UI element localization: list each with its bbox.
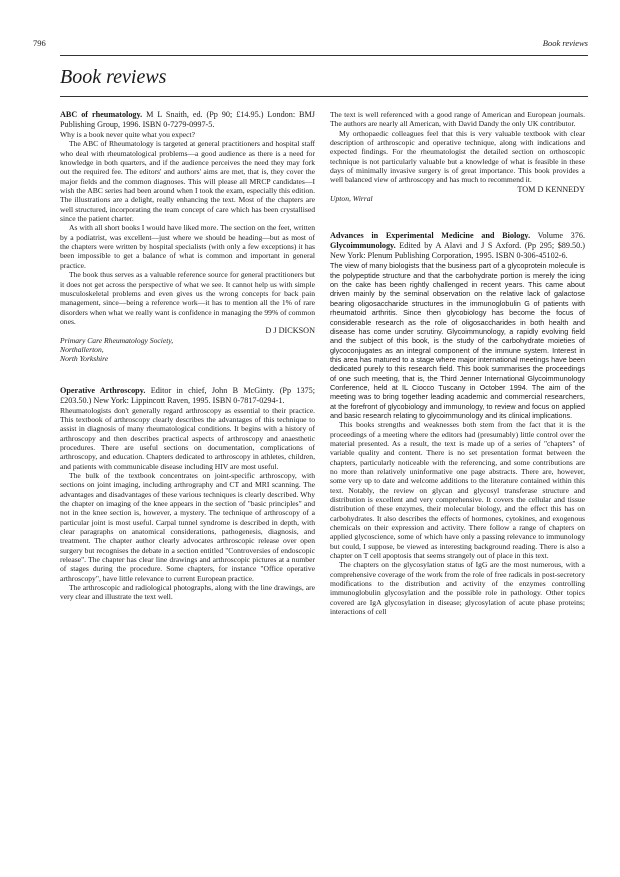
review-2-para: The bulk of the textbook concentrates on joint-specific arthroscopy, with sections on joint imaging, including arthrography and CT and MRI scanning. The advantages and disadvantages of these various techniques is clearly described. Why the chapter on imaging of the knee appears in the section of "basic principles" and not in the knee section is, however, a mystery. The technique of arthroscopy of a particular joint is most useful. Carpal tunnel syndrome is described in depth, with clear paragraphs on anatomical considerations, pathogenesis, diagnosis, and treatment. The chapter author clearly advocates arthroscopic release over open surgery but recognises the debate in a section entitled "Controversies of endoscopic release". The chapter has clear line drawings and arthroscopic pictures at a number of stages during the procedure. Some chapters, for instance "Office operative arthroscopy", have little relevance to current European practice. bbox=[60, 471, 315, 583]
review-1-para: The book thus serves as a valuable reference source for general practitioners but it does not get across the perspective of what we see. It cannot help us with simple musculoskeletal problems and even gives us the wrong concepts for back pain management, since—being a reference work—it has to mention all the 1% of rare disorders when what we really want is confidence in managing the 99% of common ones. bbox=[60, 270, 315, 326]
review-2-meta: Editor in chief, John B McGinty. (Pp 1375; £203.50.) New York: Lippincott Raven, 1995. ISBN 0-7817-0294-1. bbox=[60, 385, 316, 405]
review-1-para: As with all short books I would have liked more. The section on the feet, written by a podiatrist, was excellent—just where we should be heading—but as most of the chapters were written by hospital specialists (with only a few exceptions) it has been impossible to get a balance of what is common and important in general practice. bbox=[60, 223, 315, 270]
review-1-affiliation: Primary Care Rheumatology Society, bbox=[60, 335, 174, 345]
review-2-para: Rheumatologists don't generally regard arthroscopy as essential to their practice. This textbook of arthroscopy clearly describes the advantages of this technique to assist in diagnosis of many rheumatological conditions. It begins with a history of arthroscopy and then describes practical aspects of arthroscopy and anaesthetic procedures. There are useful sections on documentation, complications of arthroscopy, and education. Chapters dedicated to arthroscopy in athletes, children, and patients with communicable disease including HIV are most useful. bbox=[60, 405, 315, 471]
review-1-para: The ABC of Rheumatology is targeted at general practitioners and hospital staff who deal with rheumatological problems—a good audience as there is a need for knowledge in both quarters, and if the audience perceives the need they may fork out the required fee. The editors' and authors' aims are met, that is, they cover the major fields and the common diagnoses. This will please all MRCP candidates—I wish the ABC series had been around when I took the exam, especially this edition. The illustrations are a delight, really enhancing the text. Most of the chapters are well structured, incorporating the team concept of care which has been crystallised since the patient charter. bbox=[60, 139, 315, 224]
review-3-heading bbox=[330, 231, 585, 261]
review-2-heading bbox=[60, 386, 315, 406]
review-1-affiliation: North Yorkshire bbox=[60, 354, 109, 364]
right-column bbox=[330, 110, 585, 617]
header-rule bbox=[60, 55, 588, 56]
section-title: Book reviews bbox=[60, 66, 167, 88]
review-3-meta: Edited by A Alavi and J S Axford. (Pp 295; $89.50.) New York: Plenum Publishing Corporation, 1995. ISBN 0-306-45102-6. bbox=[330, 241, 586, 261]
review-3-subtitle: Glycoimmunology. bbox=[330, 241, 396, 251]
running-title: Book reviews bbox=[542, 38, 588, 48]
review-2-para: The text is well referenced with a good range of American and European journals. The authors are nearly all American, with David Dandy the only UK contributor. bbox=[330, 110, 585, 129]
review-1-heading bbox=[60, 110, 315, 130]
review-2-signature: TOM D KENNEDY bbox=[517, 184, 585, 194]
review-3-para: The chapters on the glycosylation status of IgG are the most numerous, with a comprehensive coverage of the work from the role of free radicals in post-secretory modifications to the distribution and activity of the enzymes controlling immunoglobulin glycosylation and the possible role in pathology. Other topics covered are IgA glycosylation in disease; glycosylation of acute phase proteins; interactions of cell bbox=[330, 560, 585, 617]
review-3-para: The view of many biologists that the business part of a glycoprotein molecule is the polypeptide structure and that the carbohydrate portion is merely the icing on the cake has been rightly challenged in recent years. This came about driven mainly by the seminal observation on the relative lack of galactose bearing oligosaccharide structures in the immunoglobulin G of patients with rheumatoid arthritis. Since then glycobiology has become the focus of considerable research as the role of oligosaccharides in both health and disease has come under scrutiny. Glycoimmunology, a rapidly evolving field and the subject of this book, is the study of the carbohydrate moieties of glycoconjugates as an integral component of the immune system. Interest in this area has matured to a stage where major international meetings have been dedicated purely to this research field. This book summarises the proceedings of one such meeting, that is, the Third Jenner International Glycoimmunology Conference, held at IL Ciocco Tuscany in October 1994. The aim of the meeting was to bring together leading academic and commercial researchers, at the forefront of glycobiology and immunology, to review and focus on applied and basic research relating to glycoimmunology and its clinical implications. bbox=[330, 261, 585, 420]
review-2-title: Operative Arthroscopy. bbox=[60, 385, 146, 395]
review-2-para: My orthopaedic colleagues feel that this is very valuable textbook with clear description of arthroscopic and operative technique, along with indications and expected findings. For the rheumatologist the detailed section on orthoscopic technique is not particularly valuable but a knowledge of what is feasible in these days of minimally invasive surgery is of great importance. This book provides a well balanced view of arthroscopy and has much to recommend it. bbox=[330, 128, 585, 185]
page-number: 796 bbox=[33, 38, 46, 48]
left-column bbox=[60, 110, 315, 602]
review-3-volume: Volume 376. bbox=[537, 231, 586, 241]
review-3-title: Advances in Experimental Medicine and Biology. bbox=[330, 231, 531, 241]
review-2-para: The arthroscopic and radiological photographs, along with the line drawings, are very clear and illustrate the text well. bbox=[60, 583, 315, 602]
review-1-affiliation: Northallerton, bbox=[60, 344, 104, 354]
review-1-para: Why is a book never quite what you expect? bbox=[60, 130, 195, 139]
section-rule bbox=[60, 96, 588, 97]
review-2-affiliation: Upton, Wirral bbox=[330, 194, 373, 204]
review-1-signature: D J DICKSON bbox=[265, 326, 315, 336]
review-1-title: ABC of rheumatology. bbox=[60, 110, 143, 119]
review-3-para: This books strengths and weaknesses both stem from the fact that it is the proceedings of a meeting where the editors had (presumably) little control over the material presented. As a result, the text is made up of a series of "chapters" of variable quality and content. There is no set presentation format between the chapters, particularly noticeable with the referencing, and some contributions are no more than relatively uninformative one page abstracts. There are, however, some very up to date and welcome additions to the literature contained within this text. Notably, the review on glycan and glycosyl transferase structure and distribution is excellent and very comprehensive. It covers the cellular and tissue distribution of these enzymes, their molecular biology, and the effect this has on carbohydrates. It also describes the effects of hormones, cytokines, and exogenous chemicals on their expression and activity. There follow a range of chapters on applied glycoscience, some of which have only a passing relevance to immunology but could, I suppose, be viewed as interesting background reading. There is also a chapter on T cell apoptosis that seems strangely out of place in this text. bbox=[330, 420, 585, 561]
review-1-meta: M L Snaith, ed. (Pp 90; £14.95.) London: BMJ Publishing Group, 1996. ISBN 0-7279-0997-5. bbox=[60, 110, 315, 129]
